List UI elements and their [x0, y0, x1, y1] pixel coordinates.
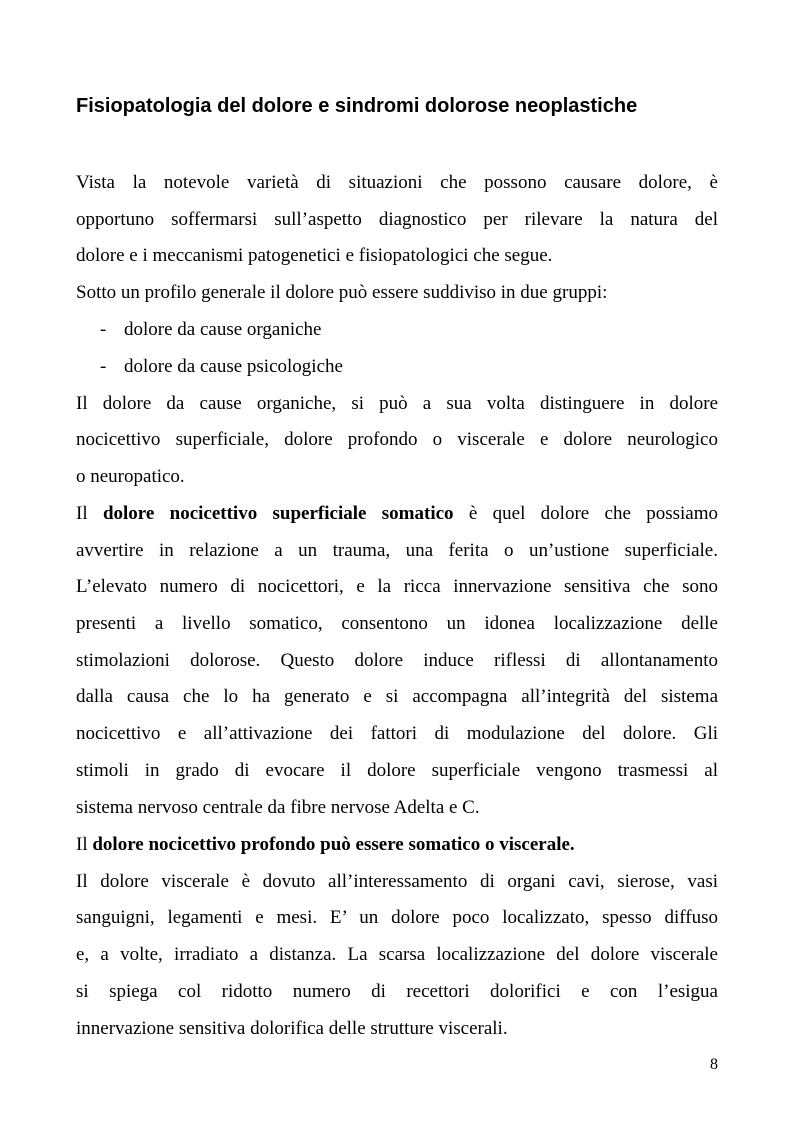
- list-item: [100, 319, 400, 341]
- text-run: Il: [76, 834, 88, 855]
- text-line: Vista la notevole varietà di situazioni che possono causare dolore, è: [76, 172, 718, 193]
- text-line: Sotto un profilo generale il dolore può essere suddiviso in due gruppi:: [76, 282, 608, 303]
- text-line: nocicettivo superficiale, dolore profondo o viscerale e dolore neurologico: [76, 429, 718, 450]
- text-run: è quel dolore che possiamo: [468, 503, 718, 524]
- text-line: presenti a livello somatico, consentono un idonea localizzazione delle: [76, 613, 718, 634]
- text-line: dolore e i meccanismi patogenetici e fisiopatologici che segue.: [76, 245, 553, 266]
- page-title: Fisiopatologia del dolore e sindromi dolorose neoplastiche: [76, 95, 638, 117]
- text-line: stimoli in grado di evocare il dolore superficiale vengono trasmessi al: [76, 760, 718, 781]
- text-line: avvertire in relazione a un trauma, una ferita o un’ustione superficiale.: [76, 540, 718, 561]
- bullet-dash: -: [100, 319, 107, 340]
- text-line: Il dolore da cause organiche, si può a sua volta distinguere in dolore: [76, 393, 718, 414]
- text-line: nocicettivo e all’attivazione dei fattori di modulazione del dolore. Gli: [76, 723, 718, 744]
- text-line: [76, 834, 718, 856]
- text-line: opportuno soffermarsi sull’aspetto diagnostico per rilevare la natura del: [76, 209, 718, 230]
- text-line: sistema nervoso centrale da fibre nervose Adelta e C.: [76, 797, 480, 818]
- bold-term: dolore nocicettivo superficiale somatico: [102, 503, 454, 524]
- text-line: Il dolore viscerale è dovuto all’interessamento di organi cavi, sierose, vasi: [76, 871, 718, 892]
- text-line: sanguigni, legamenti e mesi. E’ un dolore poco localizzato, spesso diffuso: [76, 907, 718, 928]
- bold-term: dolore nocicettivo profondo può essere somatico o viscerale.: [92, 834, 575, 855]
- list-item-text: dolore da cause psicologiche: [124, 356, 343, 377]
- text-run: Il: [76, 503, 88, 524]
- text-line: si spiega col ridotto numero di recettori dolorifici e con l’esigua: [76, 981, 718, 1002]
- bullet-dash: -: [100, 356, 107, 377]
- list-item: [100, 356, 400, 378]
- text-line: dalla causa che lo ha generato e si accompagna all’integrità del sistema: [76, 686, 718, 707]
- page-number: 8: [710, 1056, 718, 1073]
- text-line: o neuropatico.: [76, 466, 185, 487]
- text-line: innervazione sensitiva dolorifica delle strutture viscerali.: [76, 1018, 508, 1039]
- text-line: [76, 503, 718, 525]
- text-line: L’elevato numero di nocicettori, e la ricca innervazione sensitiva che sono: [76, 576, 718, 597]
- text-line: stimolazioni dolorose. Questo dolore induce riflessi di allontanamento: [76, 650, 718, 671]
- text-line: e, a volte, irradiato a distanza. La scarsa localizzazione del dolore viscerale: [76, 944, 718, 965]
- list-item-text: dolore da cause organiche: [124, 319, 322, 340]
